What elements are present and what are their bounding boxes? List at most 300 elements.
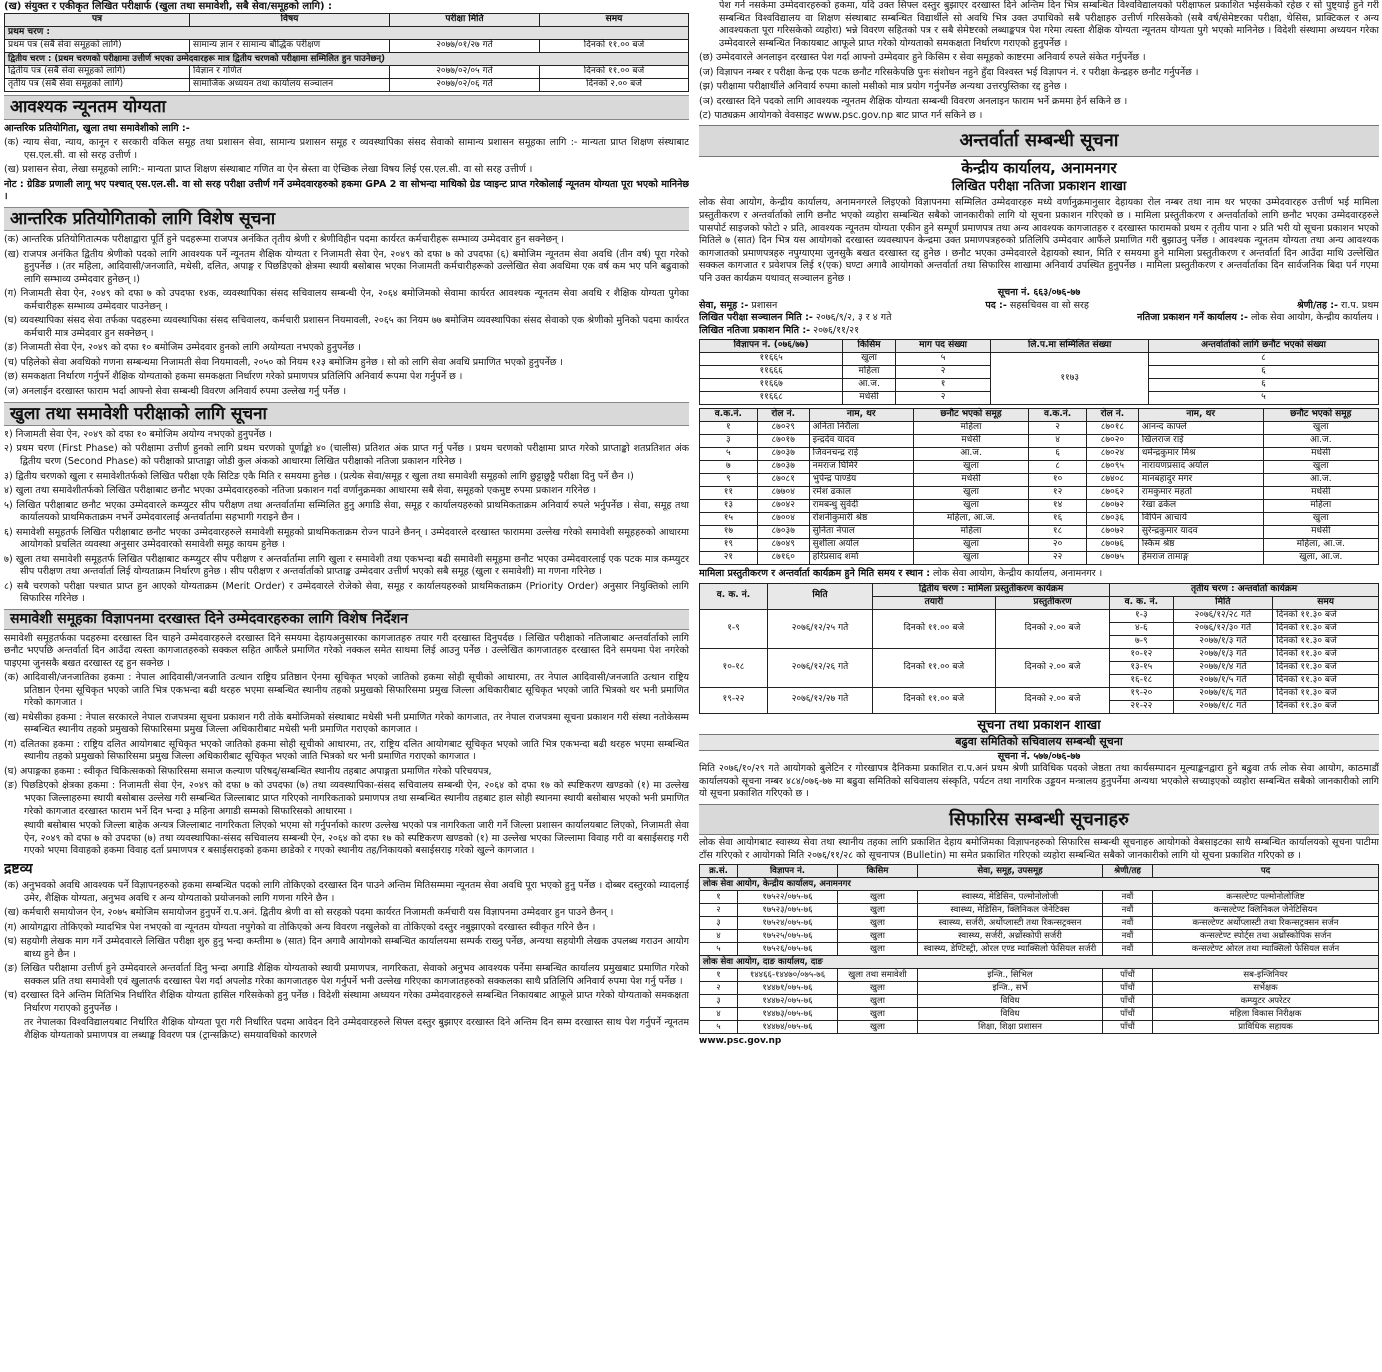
col: लि.प.मा सम्मिलित संख्या: [991, 340, 1149, 353]
cell: रोशनीकुमारी श्रेष्ठ: [809, 513, 913, 526]
cell: मधेसी: [913, 435, 1028, 448]
cell: नवौं: [1103, 891, 1153, 904]
cell: खुला: [913, 500, 1028, 513]
cell: १४४७३/०७५-७६: [738, 1008, 838, 1021]
venue-value: लोक सेवा आयोग, केन्द्रीय कार्यालय, अनामनगर ।: [933, 568, 1103, 580]
cell: खुला: [1263, 461, 1378, 474]
cell: खुला तथा समावेशी: [838, 969, 918, 982]
cell: पाँचौं: [1103, 1021, 1153, 1034]
recommend-table-body: [700, 878, 1379, 1034]
cell: २: [700, 982, 738, 995]
cell: ८७०४९: [757, 539, 809, 552]
open-item: १) निजामती सेवा ऐन, २०४९ को दफा १० बमोजिम अयोग्य नभएको हुनुपर्नेछ ।: [4, 428, 272, 440]
cell: दिनको ११.३० बजे: [1273, 661, 1379, 674]
cell: नवौं: [1103, 943, 1153, 956]
col: छनौट भएको समूह: [913, 409, 1028, 422]
cell: ६: [1029, 448, 1087, 461]
cell: ३: [700, 435, 758, 448]
cell: ३: [700, 917, 738, 930]
col: व. क. नं.: [700, 583, 768, 609]
col-time: समय: [540, 14, 689, 27]
notes-item: (च) दरखास्त दिने अन्तिम मितिभित्र निर्धारित शैक्षिक योग्यता हासिल गरिसकेको हुनु पर्नेछ । विदेशी संस्थामा अध्ययन गरेका उम्मेदवारहरुले सम्बन्धित निकायबाट आफूले प्राप्त गरेको योग्यताको समकक्षता निर्धारण गराएको हुनुपर्नेछ ।: [4, 990, 689, 1014]
footer-url[interactable]: www.psc.gov.np: [699, 1036, 782, 1047]
cell: मधेसी: [913, 474, 1028, 487]
inclusive-extra: स्थायी बसोबास भएको जिल्ला बाहेक अन्यत्र जिल्लाबाट नागरिकता लिएको भएमा सो गर्नुपर्नाको कारण उल्लेख भएको पत्र नागरिकता जारी गर्ने जिल्ला प्रशासन कार्यालयबाट लिएको, निजामती सेवा ऐन, २०४९ को दफा ७ को उपदफा (७) तथा व्यवस्थापिका-संसद सचिवालय सम्बन्धी ऐन, २०६४ को दफा १७ को स्पष्टिकरण खण्डको (१) मा उल्लेख भएका जिल्लामा विवाह गरी वा बसाईसराइ गरी गएको भएमा विवाहको हकमा विवाह दर्ता प्रमाणपत्र र बसाईसराइको हकमा छाडेको र गएको स्थानीय तह/निकायको बसाईसराइ गरेको खुल्ने कागजात ।: [24, 820, 689, 857]
exam-schedule-heading: (ख) संयुक्त र एकीकृत लिखित परीक्षार्फ (खुला तथा समावेशी, सबै सेवा/समूहको लागि) :: [4, 1, 333, 12]
interview-office: केन्द्रीय कार्यालय, अनामनगर: [961, 158, 1117, 177]
cell: स्वास्थ्य, डेण्टिस्ट्री, ओरल एण्ड म्याक्सिलो फेसियल सर्जरी: [918, 943, 1103, 956]
table-row: [700, 995, 1379, 1008]
cell: स्वास्थ्य, सर्जरी, अर्थ्रोस्कोपी सर्जरी: [918, 930, 1103, 943]
table-row: [700, 648, 1379, 661]
post-label: पद :-: [985, 299, 1007, 311]
interview-meta-row: [699, 325, 1379, 338]
cell: १-३: [1110, 609, 1173, 622]
internal-item: (च) पहिलेको सेवा अवधिको गणना सम्बन्धमा निजामती सेवा नियमावली, २०५० को नियम १२३ बमोजिम हुनेछ । सो को लागि सेवा अवधि प्रमाणित भएको हुनुपर्नेछ ।: [4, 356, 564, 368]
cell: तृतीय पत्र (सबै सेवा समूहको लागि): [5, 79, 190, 92]
cell: ७-९: [1110, 635, 1173, 648]
interview-branch: लिखित परीक्षा नतिजा प्रकाशन शाखा: [951, 179, 1127, 195]
cell: सर्भेक्षक: [1153, 982, 1379, 995]
cell: ६: [1149, 366, 1379, 379]
cell: आनन्द काफ्ले: [1138, 422, 1263, 435]
recommend-header: सिफारिस सम्बन्धी सूचनाहरु: [699, 804, 1379, 836]
right-top-item: (ट) पाठ्यक्रम आयोगको वेवसाइट www.psc.gov.np बाट प्राप्त गर्न सकिने छ ।: [699, 110, 983, 122]
cell: इन्द्रदेव यादव: [809, 435, 913, 448]
cell: स्वास्थ्य, मेडिसिन, क्लिनिकल जेनेटिक्स: [918, 904, 1103, 917]
table-row: [5, 40, 689, 53]
result-office-value: लोक सेवा आयोग, केन्द्रीय कार्यालय ।: [1250, 312, 1379, 324]
cell: ४: [700, 1008, 738, 1021]
left-column: [4, 0, 689, 1372]
table-row: [700, 526, 1379, 539]
cell: दिनको ११.३० बजे: [1273, 609, 1379, 622]
cell: २०७७/१/८ गते: [1173, 700, 1273, 713]
right-top-item: (ज) विज्ञापन नम्बर र परीक्षा केन्द्र एक पटक छनौट गरिसकेपछि पुनः संशोधन नहुने हुँदा विश्वस्त भई विज्ञापन नं. र परीक्षा केन्द्रहरु छनौट गर्नुपर्नेछ ।: [699, 66, 1199, 78]
cell: रामबन्धु सुवेदी: [809, 500, 913, 513]
col-subject: विषय: [190, 14, 390, 27]
cell: दिनको ११.३० बजे: [1273, 687, 1379, 700]
cell: खुला: [838, 943, 918, 956]
cell: ५: [895, 353, 991, 366]
table-row: [700, 917, 1379, 930]
table-row: [700, 687, 1379, 700]
cell: दिनको ११.३० बजे: [1273, 622, 1379, 635]
inclusive-item: (ख) मधेसीका हकमा : नेपाल सरकारले नेपाल राजपत्रमा सूचना प्रकाशन गरी तोके बमोजिमको संस्थाबाट मधेसी भनी प्रमाणित गरेको कागजात, तर नेपाल राजपत्रमा सूचना प्रकाशन गरी संस्था नतोकेसम्म सम्बन्धित स्थानीय तहको प्रमुखको सिफारिसमा प्रमुख जिल्ला अधिकारीबाट मधेसी भनी प्रमाणित गराएको कागजात ।: [4, 711, 689, 736]
cell: १४४७४/०७५-७६: [738, 1021, 838, 1034]
cell: दिनको ११.०० बजे: [873, 687, 996, 713]
cell: दिनको ११.३० बजे: [1273, 635, 1379, 648]
col: तृतीय चरण : अन्तर्वार्ता कार्यक्रम: [1110, 583, 1379, 596]
interview-notice-no: सूचना नं. ६६३/०७६-७७: [997, 287, 1081, 299]
cell: महिला, आ.ज.: [913, 513, 1028, 526]
col: द्वितीय चरण : मामिला प्रस्तुतीकरण कार्यक्रम: [873, 583, 1110, 596]
group-label: लोक सेवा आयोग, दाङ कार्यालय, दाङ: [700, 956, 1379, 969]
cell: ८७१६०: [757, 552, 809, 565]
cell: २०७७/१/३ गते: [1173, 635, 1273, 648]
cell: महिला विकास निरीक्षक: [1153, 1008, 1379, 1021]
cell: ८७०२४: [1086, 448, 1138, 461]
col: रोल नं.: [757, 409, 809, 422]
cell: पाँचौं: [1103, 969, 1153, 982]
col: तयारी: [873, 596, 996, 609]
group-label: लोक सेवा आयोग, केन्द्रीय कार्यालय, अनामनगर: [700, 878, 1379, 891]
cell: विपिन आचार्य: [1138, 513, 1263, 526]
level-label: श्रेणी/तह :-: [1296, 299, 1338, 311]
cell: खुला: [838, 982, 918, 995]
table-row: [700, 461, 1379, 474]
cell: खुला: [838, 904, 918, 917]
cell: २०७७/१/४ गते: [1173, 661, 1273, 674]
cell: ८७७०४: [757, 487, 809, 500]
open-item: ४) खुला तथा समावेशीतर्फको लिखित परीक्षाबाट छनौट भएका उम्मेदवारहरुको नतिजा प्रकाशन गर्दा वर्णानुक्रमका आधारमा सबै सेवा, समूहको एकमुष्ट रुपमा प्रकाशन गरिनेछ ।: [4, 485, 597, 497]
cell: मधेसी: [1263, 487, 1378, 500]
table-row: [700, 487, 1379, 500]
inclusive-item: (घ) अपाङ्गका हकमा : स्वीकृत चिकित्सकको सिफारिसमा समाज कल्याण परिषद्/सम्बन्धित स्थानीय तहबाट अपाङ्गता प्रमाणित गरेको परिचयपत्र,: [4, 765, 492, 777]
cell: अनिता निरौला: [809, 422, 913, 435]
cell: खुला: [838, 891, 918, 904]
cell: २: [700, 904, 738, 917]
cell: १९: [700, 539, 758, 552]
cell: ५: [700, 448, 758, 461]
cell: २०७६/१२/२८ गते: [1173, 609, 1273, 622]
cell: खुला: [1263, 422, 1378, 435]
cell: दिनको ११.०० बजे: [873, 609, 996, 648]
promo-para: मिति २०७६/१०/२९ गते आयोगको बुलेटिन र गोरखापत्र दैनिकमा प्रकाशित रा.प.अनं प्रथम श्रेणी प्राविधिक पदको जेष्ठता तथा कार्यसम्पादन मूल्याङ्कनद्वारा हुने बढुवा तर्फ लोक सेवा आयोग, काठमाडौं कार्यालयको सूचना नम्बर ४८४/०७६-७७ मा बढुवा समितिको सचिवालय संस्कृति, पर्यटन तथा नागरिक उड्डयन मन्त्रालय हुनुपर्नेमा अन्यथा भएकोले सच्याइएको व्यहोरा सम्बन्धित सबैको जानकारीको लागि यो सूचना प्रकाशित गरिएको छ ।: [699, 763, 1379, 800]
cell: खुला: [838, 917, 918, 930]
cell: विविध: [918, 1008, 1103, 1021]
cell: १९-२२: [700, 687, 768, 713]
interview-meta-row: [699, 312, 1379, 325]
cell: १४४६६-१४४७०/०७५-७६: [738, 969, 838, 982]
notes-item: तर नेपालका विश्वविद्यालयबाट निर्धारित शैक्षिक योग्यता पूरा गरी निर्धारित पदमा आवेदन दिने उम्मेदवारहरुले सिफ्ल दस्तुर बुझाएर दरखास्त दिने अन्तिम दिन सम्म दरखास्त साथ पेश गर्नुपर्ने न्यूनतम शैक्षिक योग्यताको प्रमाणपत्र वा लब्धाङ्क विवरण पत्र (ट्रान्सक्रिप्ट) समयावधिको कारणले: [24, 1017, 689, 1041]
cell: ५: [700, 943, 738, 956]
col: प्रस्तुतीकरण: [995, 596, 1109, 609]
cell: १८: [1029, 526, 1087, 539]
cell: दिनको ११.०० बजे: [540, 66, 689, 79]
col: विज्ञापन नं. (०७६/७७): [700, 340, 843, 353]
cell: खुला: [838, 995, 918, 1008]
cell: नारायणप्रसाद अर्याल: [1138, 461, 1263, 474]
internal-item: (ग) निजामती सेवा ऐन, २०४९ को दफा ७ को उपदफा १४क, व्यवस्थापिका संसद सचिवालय सम्बन्धी ऐन, २०६४ बमोजिमको सेवामा कार्यरत आवश्यक न्यूनतम सेवा अवधि र शैक्षिक योग्यता पुगेका कर्मचारीहरू सम्भाव्य उम्मेदवार पाउनेछन् ।: [4, 288, 689, 312]
venue-label: मामिला प्रस्तुतीकरण र अन्तर्वार्ता कार्यक्रम हुने मिति समय र स्थान :: [699, 568, 930, 580]
right-top-item: (छ) उम्मेदवारले अनलाइन दरखास्त पेश गर्दा आफ्नो उम्मेदवार हुने किसिम र सेवा समूहको काष्टरमा अनिवार्य रुपले संकेत गर्नुपर्नेछ ।: [699, 52, 1146, 64]
result-office-label: नतिजा प्रकाशन गर्ने कार्यालय :-: [1137, 312, 1248, 324]
cell: १-९: [700, 609, 768, 648]
cell: पाँचौं: [1103, 995, 1153, 1008]
cell: १६-१८: [1110, 674, 1173, 687]
cell: २०७७/१/३ गते: [1173, 648, 1273, 661]
right-column: [699, 0, 1379, 1372]
cell: खुला: [913, 487, 1028, 500]
col: रोल नं.: [1086, 409, 1138, 422]
cell: कन्सल्टेण्ट स्पोर्ट्स तथा अर्थ्रोस्कोपिक सर्जन: [1153, 930, 1379, 943]
col: नाम, थर: [809, 409, 913, 422]
min-qual-item: (ख) प्रशासन सेवा, लेखा समूहको लागि:- मान्यता प्राप्त शिक्षण संस्थाबाट गणित वा ऐन स्रेस्ता वा ऐच्छिक लेखा विषय लिई एस.एल.सी. वा सो सरह उत्तीर्ण ।: [4, 164, 533, 176]
cell: १३: [700, 500, 758, 513]
cell: ९: [700, 474, 758, 487]
cell: ८७०१७: [757, 435, 809, 448]
cell: दिनको ११.०० बजे: [873, 648, 996, 687]
col: नाम, थर: [1138, 409, 1263, 422]
phase1-label: प्रथम चरण :: [5, 27, 689, 40]
total-cell: ११७३: [991, 353, 1149, 405]
cell: कन्सल्टेण्ट पल्मोनोलोजिष्ट: [1153, 891, 1379, 904]
internal-item: (छ) समकक्षता निर्धारण गर्नुपर्ने शैक्षिक योग्यताको हकमा समकक्षता निर्धारण गरेको प्रमाणपत्र प्रतिलिपि अनिवार्य रूपमा पेश गर्नुपर्ने छ ।: [4, 371, 463, 383]
cell: २०७६/१२/२५ गते: [768, 609, 873, 648]
cell: ५: [1149, 392, 1379, 405]
cell: कम्प्युटर अपरेटर: [1153, 995, 1379, 1008]
cell: जिवनचन्द्र राई: [809, 448, 913, 461]
col: मिति: [1173, 596, 1273, 609]
phase2-label: द्वितीय चरण : (प्रथम चरणको परीक्षामा उत्तीर्ण भएका उम्मेदवारहरू मात्र द्वितीय चरणको परीक्षामा सम्मिलित हुन पाउनेछन्): [5, 53, 689, 66]
recommend-table: [699, 864, 1379, 1034]
cell: १९-२०: [1110, 687, 1173, 700]
cell: १२: [1029, 487, 1087, 500]
cell: विज्ञान र गणित: [190, 66, 390, 79]
open-item: ३) द्वितीय चरणको खुला र समावेशीतर्फको लिखित परीक्षा एकै सिटिङ एकै मिति र समयमा हुनेछ । (प्रत्येक सेवा/समूह र खुला तथा समावेशी समूहको लागि छुट्टाछुट्टै परीक्षा दिनु पर्ने छैन ।): [4, 470, 634, 482]
cell: ८७०९५: [1086, 461, 1138, 474]
cell: मधेसी: [1263, 448, 1378, 461]
cell: ८७०६२: [1086, 487, 1138, 500]
col: किसिम: [838, 865, 918, 878]
right-top-item: (ञ) दरखास्त दिने पदको लागि आवश्यक न्यूनतम शैक्षिक योग्यता सम्बन्धी विवरण अनलाइन फाराम भर्ने क्रममा हेर्न सकिने छ ।: [699, 95, 1128, 107]
cell: २०: [1029, 539, 1087, 552]
cell: ८७००४: [757, 513, 809, 526]
cell: १४४७१/०७५-७६: [738, 982, 838, 995]
schedule-table-body: [700, 609, 1379, 713]
cell: नवौं: [1103, 917, 1153, 930]
cell: आ.ज.: [1263, 435, 1378, 448]
cell: २०७७/०२/०५ गते: [390, 66, 540, 79]
col: समय: [1273, 596, 1379, 609]
cell: ८७०७६: [1086, 539, 1138, 552]
cell: सुशीला अर्याल: [809, 539, 913, 552]
cell: सब-इन्जिनियर: [1153, 969, 1379, 982]
cell: प्राविधिक सहायक: [1153, 1021, 1379, 1034]
cell: ८७०३७: [757, 448, 809, 461]
cell: महिला: [1263, 500, 1378, 513]
col: मिति: [768, 583, 873, 609]
table-row: [700, 422, 1379, 435]
result-date-label: लिखित नतिजा प्रकाशन मिति :-: [699, 324, 811, 336]
table-row: [700, 552, 1379, 565]
cell: खुला: [843, 353, 895, 366]
table-row: [700, 1021, 1379, 1034]
cell: नवौं: [1103, 904, 1153, 917]
cell: २०७६/१२/२६ गते: [768, 648, 873, 687]
col: व. क. नं.: [1110, 596, 1173, 609]
cell: ८७०१८: [1086, 422, 1138, 435]
internal-title: आन्तरिक प्रतियोगिताको लागि विशेष सूचना: [4, 207, 689, 231]
cell: ८७०८१: [757, 474, 809, 487]
cell: कन्सल्टेण्ट क्लिनिकल जेनेटिसियन: [1153, 904, 1379, 917]
cell: दिनको ११.३० बजे: [1273, 648, 1379, 661]
col: किसिम: [843, 340, 895, 353]
internal-item: (क) आन्तरिक प्रतियोगितात्मक परीक्षाद्वारा पूर्ति हुने पदहरूमा राजपत्र अनंकित तृतीय श्रेणी र श्रेणीविहीन पदमा कार्यरत कर्मचारीहरू सम्भाव्य उम्मेदवार हुन सक्नेछन् ।: [4, 234, 565, 246]
cell: २०७७/०२/०६ गते: [390, 79, 540, 92]
interview-header: अन्तर्वार्ता सम्बन्धी सूचना: [699, 125, 1379, 157]
cell: भुपेन्द्र पाण्डेय: [809, 474, 913, 487]
open-item: ८) सबै चरणको परीक्षा पश्चात प्राप्त हुन आएको योग्यताक्रम (Merit Order) र उम्मेदवारले रोजेको सेवा, समूह र कार्यालयहरुको प्राथमिकताक्रम (Priority Order) अनुसार नियुक्तिको लागि सिफारिस गरिनेछ ।: [4, 580, 689, 605]
notes-item: (ग) आयोगद्वारा तोकिएको म्यादभित्र पेश नभएको वा न्यूनतम योग्यता नपुगेको वा तोकिएको अन्य विवरण नखुलेको वा तोकिएको दस्तुर नबुझाएको दरखास्त स्वीकृत गरिने छैन ।: [4, 921, 596, 933]
cell: दिनको २.०० बजे: [995, 609, 1109, 648]
open-title: खुला तथा समावेशी परीक्षाको लागि सूचना: [4, 402, 689, 426]
cell: कन्सल्टेण्ट अर्थोप्लास्टी तथा रिकन्सट्रक्सन सर्जन: [1153, 917, 1379, 930]
col-date: परीक्षा मिति: [390, 14, 540, 27]
cell: विविध: [918, 995, 1103, 1008]
cell: रेखा ढकेल: [1138, 500, 1263, 513]
inclusive-item: (ग) दलितका हकमा : राष्ट्रिय दलित आयोगबाट सूचिकृत भएको जातिको हकमा सोही सूचीको आधारमा, तर, राष्ट्रिय दलित आयोगबाट सूचिकृत भएको जाति भित्र एकभन्दा बढी थरहरु भएमा सम्बन्धित स्थानीय तहको प्रमुखको सिफारिसमा प्रमुख जिल्ला अधिकारीबाट सूचिकृत भएको जाति भित्रको थर भनी प्रमाणित गराएको कागजात ।: [4, 738, 689, 763]
group-row: [700, 878, 1379, 891]
cell: खुला: [913, 461, 1028, 474]
cell: २०७६/१२/२७ गते: [768, 687, 873, 713]
inclusive-item: (ङ) पिछडिएको क्षेत्रका हकमा : निजामती सेवा ऐन, २०४९ को दफा ७ को उपदफा (७) तथा व्यवस्थापिका-संसद सचिवालय सम्बन्धी ऐन, २०६४ को दफा १७ को स्पष्टिकरण खण्डको (१) मा उल्लेख भएका जिल्लाहरुमा स्थायी बसोबास उल्लेख गरी सम्बन्धित जिल्लाबाट प्राप्त गरिएको नागरिकताको प्रमाणपत्र तथा सम्बन्धित स्थानीय तहबाट हाल सोही स्थानमा स्थायी बसोबास भएको भनी प्रमाणित गरेको कागजात दरखास्त फाराम भर्ने दिन भन्दा ३ महिना अगाडी सम्मको सिफारिसको आधारमा ।: [4, 780, 689, 817]
interview-meta-row: [699, 300, 1379, 313]
cell: ८७०३६: [1086, 513, 1138, 526]
cell: १४४७२/०७५-७६: [738, 995, 838, 1008]
cell: १: [700, 422, 758, 435]
cell: आ.ज.: [913, 448, 1028, 461]
internal-item: (ख) राजपत्र अनंकित द्वितीय श्रेणीको पदको लागि आवश्यक पर्ने न्यूनतम शैक्षिक योग्यता र निजामती सेवा ऐन, २०४९ को दफा ७ को उपदफा (६) बमोजिम न्यूनतम सेवा अवधि (तीन वर्ष) पूरा गरेको हुनुपर्नेछ । (तर महिला, आदिवासी/जनजाति, मधेसी, दलित, अपाङ्ग र पिछडिएको क्षेत्रमा स्थायी बसोबास भएका निजामती कर्मचारीहरूको उल्लेखित सेवा अवधिमा एक वर्ष कम भए पनि बढुवाको लागि सम्भाव्य उम्मेदवार हुनेछन् ।): [4, 248, 689, 285]
cell: ८७०२९: [757, 422, 809, 435]
inclusive-title: समावेशी समूहका विज्ञापनमा दरखास्त दिने उम्मेदवारहरुका लागि विशेष निर्देशन: [4, 609, 689, 630]
cell: २२: [1029, 552, 1087, 565]
table-row: [700, 930, 1379, 943]
cell: दिनको ११.३० बजे: [1273, 674, 1379, 687]
cell: १: [700, 969, 738, 982]
cell: सुनिता नेपाल: [809, 526, 913, 539]
notes-item: (क) अनुभवको अवधि आवश्यक पर्ने विज्ञापनहरुको हकमा सम्बन्धित पदको लागि तोकिएको दरखास्त दिन पाउने अन्तिम मितिसम्ममा न्यूनतम सेवा अवधि पूरा भएको हुनु पर्नेछ । दोब्बर दस्तुरको म्यादलाई उमेर, शैक्षिक योग्यता, अनुभव अवधि र अन्य योग्यताको प्रयोजनको लागि गणना गरिने छैन ।: [4, 880, 689, 904]
promo-subtitle: बढुवा समितिको सचिवालय सम्बन्धी सूचना: [699, 734, 1379, 751]
cell: ८७०७२: [1086, 500, 1138, 513]
cell: इन्जि., सिभिल: [918, 969, 1103, 982]
service-value: प्रशासन: [751, 299, 778, 311]
col: श्रेणी/तह: [1103, 865, 1153, 878]
cell: २०७७/१/५ गते: [1173, 674, 1273, 687]
cell: ८७०३७: [757, 526, 809, 539]
table-row: [700, 500, 1379, 513]
cell: ८: [1149, 353, 1379, 366]
cell: १७५२३/०७५-७६: [738, 904, 838, 917]
open-item: ५) लिखित परीक्षाबाट छनौट भएका उम्मेदवारले कम्प्युटर सीप परीक्षण तथा अन्तर्वार्तामा सम्मिलित हुनु अगाडि सेवा, समूह र कार्यालयहरुको प्राथमिकताक्रम अनिवार्य रुपले भर्नुपर्नेछ । सेवा, समूह तथा कार्यालयको प्राथमिकताक्रम नभर्ने उम्मेदवारलाई अन्तर्वार्तामा सहभागी गराइने छैन ।: [4, 499, 689, 524]
recommend-para: लोक सेवा आयोगबाट स्वास्थ्य सेवा तथा स्थानीय तहका लागि प्रकाशित देहाय बमोजिमका विज्ञापनहरुको सिफारिस सम्बन्धी सूचनाहरु आयोगको वेबसाइटका साथै सम्बन्धित कार्यालयको सूचना पाटीमा टाँस गरिएको र आयोगको मिति २०७६/११/२८ को सूचनापत्र (Bulletin) मा समेत प्रकाशित गरिएको व्यहोरा सम्बन्धित सबैको जानकारीको लागि यो सूचना प्रकाशित गरिएको छ ।: [699, 837, 1379, 861]
cell: मानबहादुर मगर: [1138, 474, 1263, 487]
table-row: [700, 982, 1379, 995]
notes-title: द्रष्टव्य: [4, 860, 33, 877]
candidate-table-body: [700, 422, 1379, 565]
cell: १७५२२/०७५-७६: [738, 891, 838, 904]
table-row: [700, 513, 1379, 526]
group-row: [700, 956, 1379, 969]
cell: २: [895, 392, 991, 405]
inclusive-intro: समावेशी समूहतर्फका पदहरुमा दरखास्त दिन चाहने उम्मेदवारहरुले दरखास्त दिने समयमा देहायअनुसारका कागजातहरु तयार गरी दरखास्त दिनुपर्दछ । लिखित परीक्षाको नतिजाबाट अन्तर्वार्ताको लागि छनौट भएपछि अन्तर्वार्ता दिन आउँदा त्यस्ता कागजातहरुको सक्कल सहित आफैंले प्रमाणित गरेको नक्कल समेत साथमा लिई आउनु पर्नेछ । उल्लेखित कागजातहरु दरखास्त दिने समयमा पेश नगरेको पाइएमा जुनसकै बखत दरखास्त रद्द हुन सक्नेछ ।: [4, 632, 689, 669]
cell: २१: [700, 552, 758, 565]
col: व.क.नं.: [1029, 409, 1087, 422]
cell: २: [895, 366, 991, 379]
cell: स्वास्थ्य, मेडिसिन, पल्मोनोलोजी: [918, 891, 1103, 904]
cell: ८७४०८: [1086, 474, 1138, 487]
cell: सामान्य ज्ञान र सामान्य बौद्धिक परीक्षण: [190, 40, 390, 53]
cell: आ.ज.: [843, 379, 895, 392]
cell: १७५२६/०७५-७६: [738, 943, 838, 956]
cell: ८७०३७: [757, 461, 809, 474]
col: माग पद संख्या: [895, 340, 991, 353]
interview-para: लोक सेवा आयोग, केन्द्रीय कार्यालय, अनामनगरले लिइएको विज्ञापनमा सम्मिलित उम्मेदवारहरु मध्ये वर्णानुक्रमानुसार देहायका रोल नम्बर तथा नाम थर भएका उम्मेदवारहरु उत्तीर्ण भई मामिला प्रस्तुतीकरण र अन्तर्वार्ताको लागि छनौट भएको व्यहोरा सम्बन्धित सबैको जानकारीको लागि यो सूचना प्रकाशन गरिएको छ । मामिला प्रस्तुतीकरण र अन्तर्वार्ताको लागि छनौट भएका उम्मेदवारहरुले पासपोर्ट साइजको फोटो २ प्रति, आवश्यक न्यूनतम योग्यता एकीन हुने सम्पूर्ण प्रमाणपत्र तथा अन्य आवश्यक कागजातहरु र दरखास्त फारामको प्रथम र तृतीय पाना २ प्रति भरी यो सूचना प्रकाशन भएको मितिले ७ (सात) दिन भित्र यस आयोगको दरखास्त व्यवस्थापन केन्द्रमा उक्त प्रमाणपत्रहरुको प्रतिलिपि उम्मेदवार आफैंले प्रमाणित गरी बुझाउनु पर्नेछ । आवश्यक न्यूनतम योग्यता तथा अन्य आवश्यक कागजातको प्रमाणपत्रहरु नपुग्याएमा जुनसुकै बखत दरखास्त रद्द हुनेछ । छनौट भएका उम्मेदवारले देहायको स्थान, मिति र समयमा हुने मामिला प्रस्तुतीकरण र अन्तर्वार्ता दिन आउँदा माथि उल्लेखित सक्कल कागजात र प्रवेशपत्र लिई १(एक) घण्टा अगावै आयोगको अन्तर्वार्ता तथा सिफारिस शाखामा अनिवार्य उपस्थित हुनुपर्नेछ । मामिला प्रस्तुतीकरण र अन्तर्वार्ताका दिन सार्वजनिक बिदा पर्न गएमा पनि उक्त कार्यक्रम यथावत् सञ्चालन हुनेछ ।: [699, 197, 1379, 284]
table-row: [700, 474, 1379, 487]
candidate-table: [699, 408, 1379, 565]
cell: महिला: [843, 366, 895, 379]
table-row: [700, 609, 1379, 622]
cell: प्रथम पत्र (सबै सेवा समूहको लागि): [5, 40, 190, 53]
cell: मधेसी: [843, 392, 895, 405]
cell: ११: [700, 487, 758, 500]
cell: १४: [1029, 500, 1087, 513]
cell: ८७०४२: [757, 500, 809, 513]
cell: दिनको ११.३० बजे: [1273, 700, 1379, 713]
cell: १०-१८: [700, 648, 768, 687]
table-row: [700, 969, 1379, 982]
cell: १७: [700, 526, 758, 539]
cell: २: [1029, 422, 1087, 435]
cell: दिनको ११.०० बजे: [540, 40, 689, 53]
cell: दिनको २.०० बजे: [995, 648, 1109, 687]
cell: खुला, आ.ज.: [1263, 552, 1378, 565]
col: अन्तर्वार्ताको लागि छनौट भएको संख्या: [1149, 340, 1379, 353]
cell: ८७०२०: [1086, 435, 1138, 448]
cell: महिला: [913, 526, 1028, 539]
cell: ५: [700, 1021, 738, 1034]
cell: धर्मेन्द्रकुमार मिश्र: [1138, 448, 1263, 461]
table-row: [700, 904, 1379, 917]
cell: हरिप्रसाद शर्मा: [809, 552, 913, 565]
level-value: रा.प. प्रथम: [1341, 299, 1379, 311]
venue-line: [699, 568, 1379, 581]
cell: दिनको २.०० बजे: [995, 687, 1109, 713]
cell: १: [700, 891, 738, 904]
cell: ४: [1029, 435, 1087, 448]
advert-table: [699, 339, 1379, 405]
cell: नमराज घिमिरे: [809, 461, 913, 474]
cell: खुला: [838, 1021, 918, 1034]
notes-item: (ङ) लिखित परीक्षामा उत्तीर्ण हुने उम्मेदवारले अन्तर्वार्ता दिनु भन्दा अगाडि शैक्षिक योग्यताको स्थायी प्रमाणपत्र, नागरिकता, सेवाको अनुभव आवश्यक पर्नेमा सम्बन्धित कार्यालय प्रमुखबाट प्रमाणित गरेको सक्कल प्रति तथा समावेशी एवं खुलातर्फ दरखास्त पेश गर्दा अपलोड गरेका कागजातहरु पेश गर्नुपर्ने भनी उल्लेख गरिएका कागजातहरुको सक्कलका साथै प्रतिलिपि अनिवार्य रुपमा पेश गर्नु पर्नेछ ।: [4, 963, 689, 987]
table-row: [5, 66, 689, 79]
right-top-item: (झ) परीक्षामा परीक्षार्थीले अनिवार्य रुपमा कालो मसीको मात्र प्रयोग गर्नुपर्नेछ अन्यथा उत्तरपुस्तिका रद्द हुनेछ ।: [699, 81, 1068, 93]
cell: २०७७/०१/२७ गते: [390, 40, 540, 53]
result-date-value: २०७६/११/२१: [813, 324, 860, 336]
exam-date-value: २०७६/९/२, ३ र ४ गते: [815, 312, 892, 324]
post-value: सहसचिवस वा सो सरह: [1009, 299, 1089, 311]
cell: मधेसी: [1263, 526, 1378, 539]
service-label: सेवा, समूह :-: [699, 299, 749, 311]
cell: इन्जि., सर्भे: [918, 982, 1103, 995]
cell: १७५२४/०७५-७६: [738, 917, 838, 930]
table-row: [700, 435, 1379, 448]
table-row: [700, 448, 1379, 461]
table-row: [5, 79, 689, 92]
cell: सामाजिक अध्ययन तथा कार्यालय सञ्चालन: [190, 79, 390, 92]
open-item: ७) खुला तथा समावेशी समूहतर्फ लिखित परीक्षाबाट कम्प्युटर सीप परीक्षण र अन्तर्वार्तामा लागि खुला र समावेशी तथा एकभन्दा बढी समावेशी समूहमा छनौट भएका उम्मेदवारलाई एक पटक मात्र कम्प्युटर सीप परीक्षण तथा अन्तर्वार्ता लिई योग्यताक्रम निर्धारण हुनेछ । सीप परीक्षण र अन्तर्वार्ताको प्राप्ताङ्क उम्मेदवार उत्तीर्ण भएको सबै समूह (खुला र समावेशी) मा गणना गरिनेछ ।: [4, 553, 689, 578]
cell: ८७०७५: [1086, 552, 1138, 565]
cell: ७: [700, 461, 758, 474]
cell: हेमराज तामाङ्ग: [1138, 552, 1263, 565]
cell: सुरेन्द्रकुमार यादव: [1138, 526, 1263, 539]
cell: खुला: [838, 1008, 918, 1021]
cell: १०-१२: [1110, 648, 1173, 661]
cell: ४-६: [1110, 622, 1173, 635]
cell: ६: [1149, 379, 1379, 392]
min-qual-note: नोट : ग्रेडिङ प्रणाली लागू भए पश्चात् एस.एल.सी. वा सो सरह परीक्षा उत्तीर्ण गर्ने उम्मेदवारहरुको हकमा GPA 2 वा सोभन्दा माथिको ग्रेड प्वाइन्ट प्राप्त गरेकोलाई न्यूनतम योग्यता पूरा भएको मानिनेछ ।: [4, 178, 689, 203]
